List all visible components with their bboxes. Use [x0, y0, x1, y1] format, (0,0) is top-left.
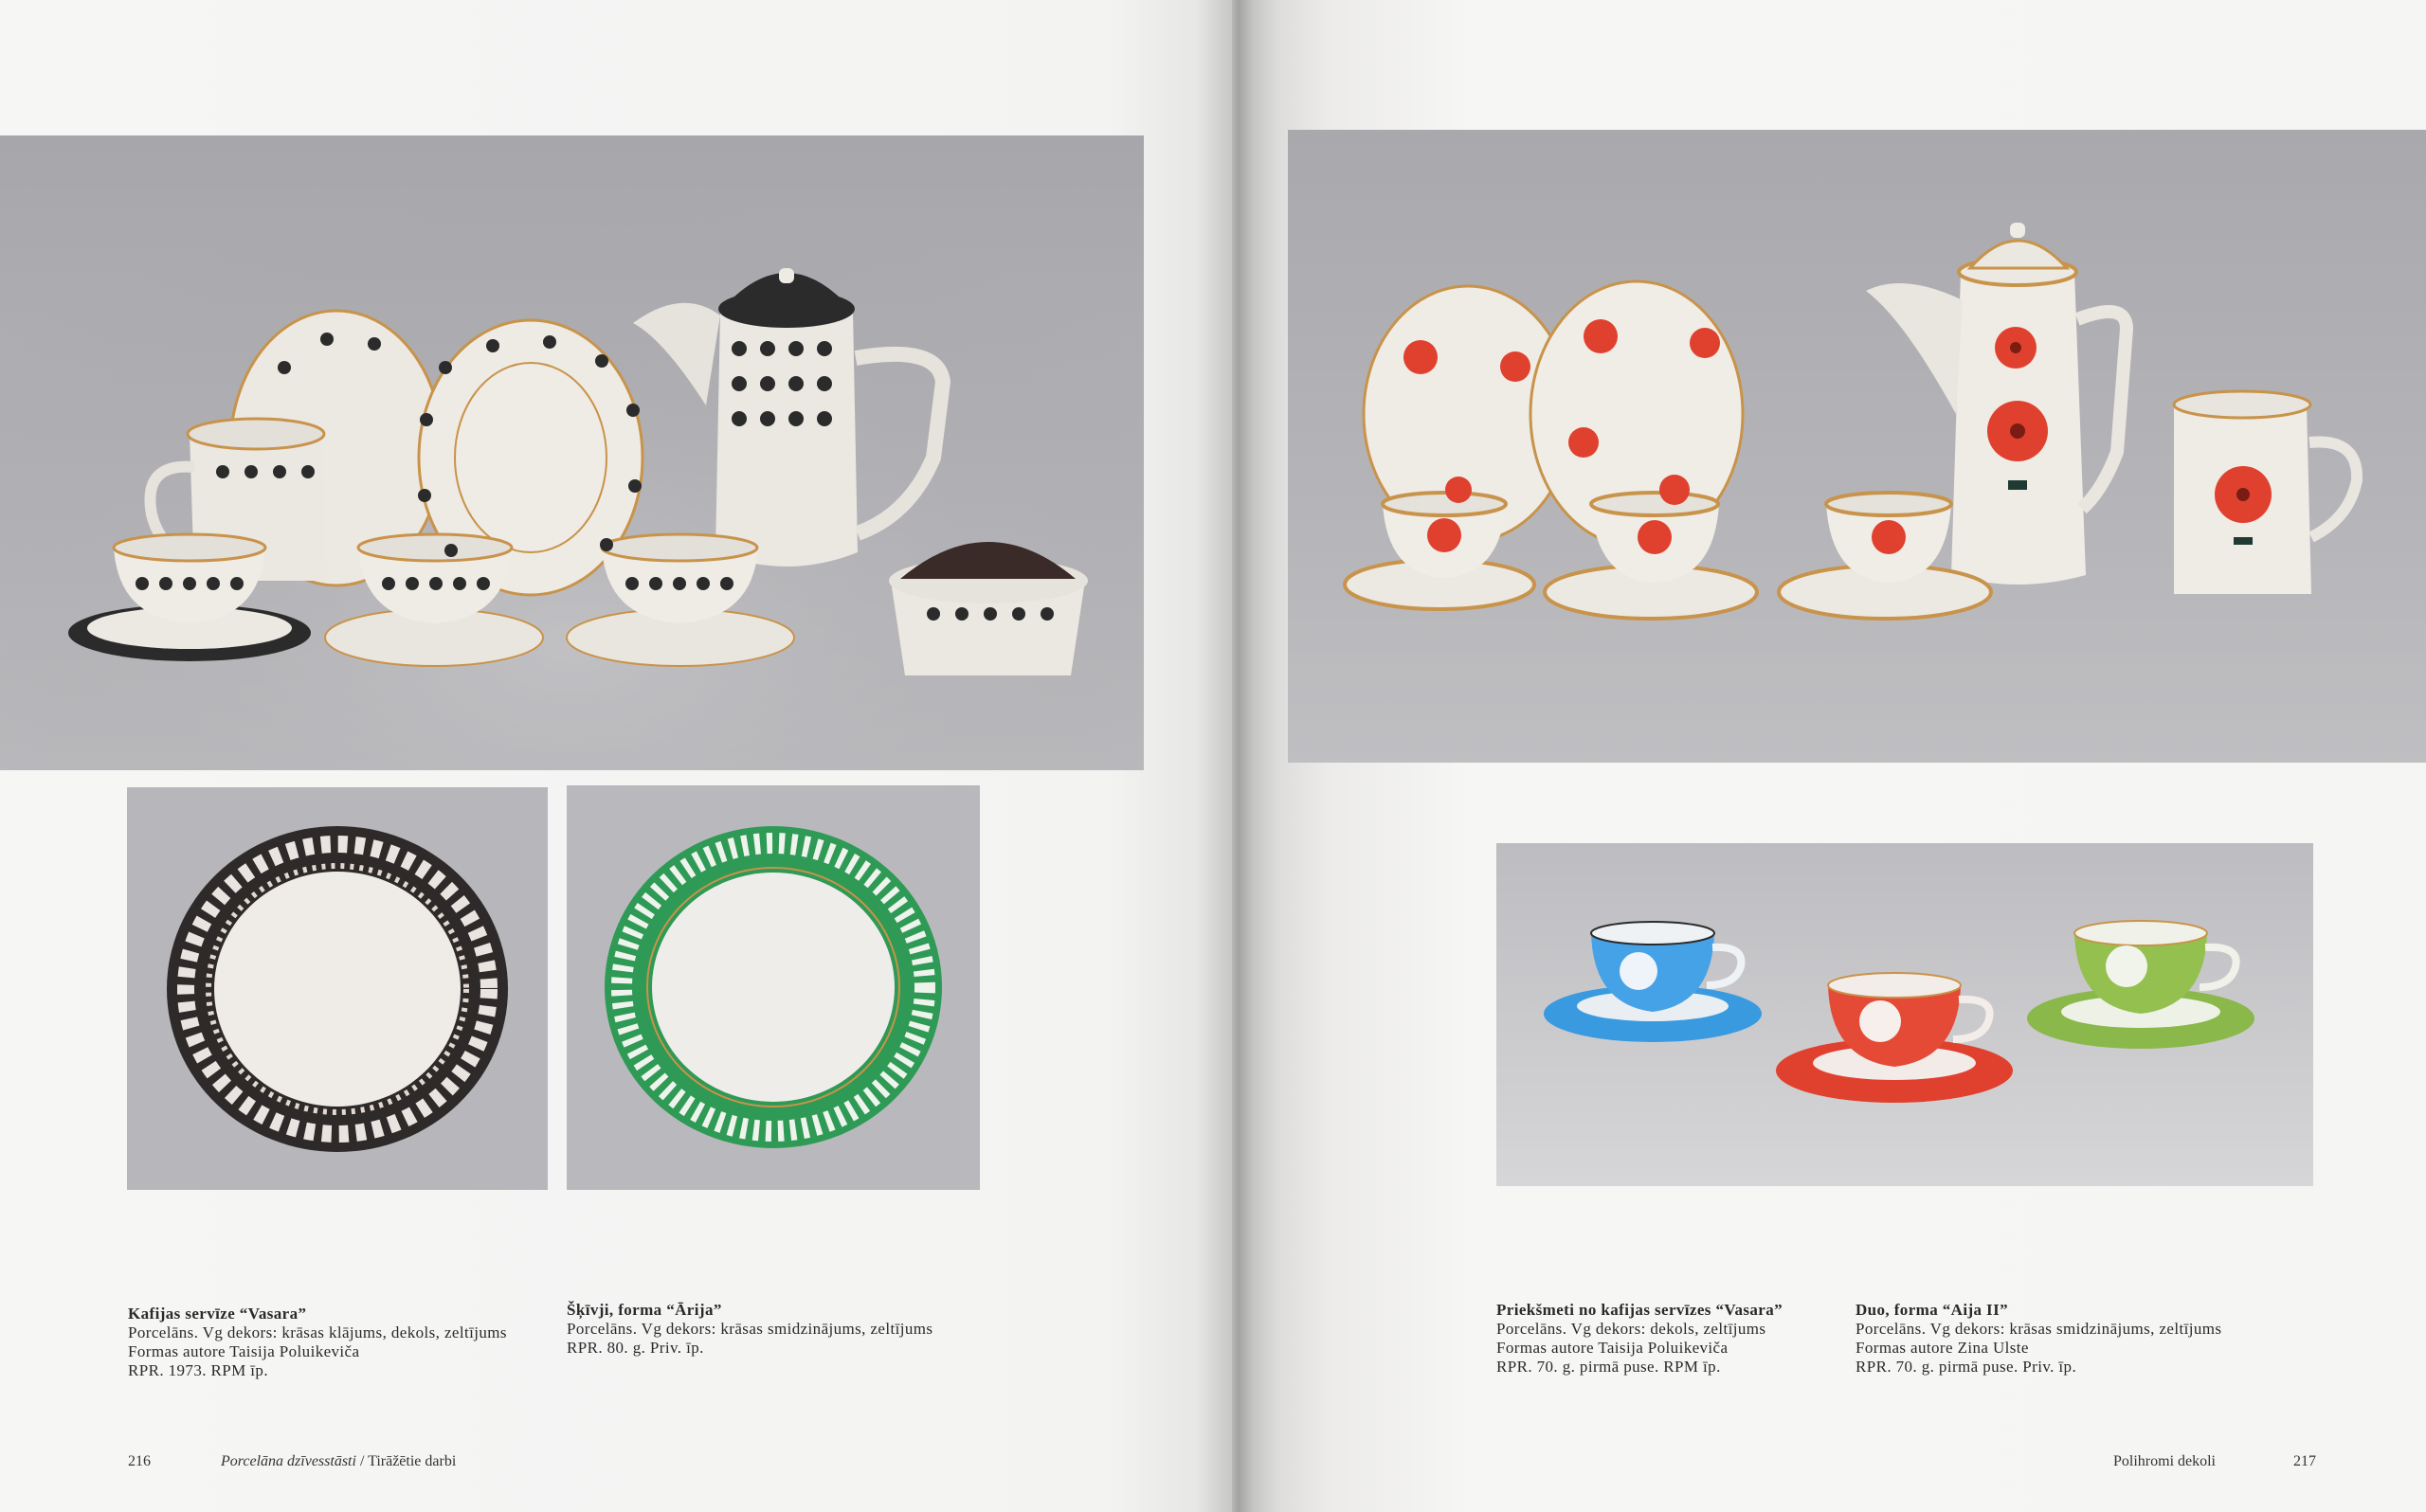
- photo-cups-aija: [1496, 843, 2313, 1186]
- caption-title: Priekšmeti no kafijas servīzes “Vasara”: [1496, 1301, 1783, 1319]
- photo-coffee-set-black-decor: [0, 135, 1144, 770]
- right-page-number: 217: [2293, 1453, 2316, 1469]
- caption-line: Porcelāns. Vg dekors: krāsas smidzinājums, zeltījums: [1856, 1320, 2222, 1338]
- book-gutter-shadow: [1196, 0, 1277, 1512]
- photo-plate-green-rim: [567, 785, 980, 1190]
- photo-plate-black-lace: [127, 787, 548, 1190]
- caption-line: RPR. 70. g. pirmā puse. RPM īp.: [1496, 1358, 1721, 1376]
- photo-coffee-set-red-floral: [1288, 130, 2426, 763]
- book-title: Porcelāna dzīvesstāsti: [221, 1453, 356, 1469]
- right-page: [1232, 0, 2426, 1512]
- caption-line: Porcelāns. Vg dekors: krāsas klājums, dekols, zeltījums: [128, 1323, 507, 1341]
- chapter-title: Polihromi dekoli: [2113, 1453, 2216, 1469]
- caption-line: Porcelāns. Vg dekors: dekols, zeltījums: [1496, 1320, 1766, 1338]
- caption-line: Formas autore Taisija Poluikeviča: [1496, 1339, 1729, 1357]
- caption-title: Kafijas servīze “Vasara”: [128, 1305, 307, 1323]
- caption-title: Duo, forma “Aija II”: [1856, 1301, 2008, 1319]
- running-header-left: [221, 1453, 456, 1470]
- caption-line: Formas autore Zina Ulste: [1856, 1339, 2029, 1357]
- caption-line: RPR. 1973. RPM īp.: [128, 1361, 268, 1379]
- caption-plates-arija: [567, 1301, 993, 1358]
- caption-line: RPR. 80. g. Priv. īp.: [567, 1339, 704, 1357]
- caption-duo-aija: [1856, 1301, 2291, 1377]
- separator: /: [355, 1453, 369, 1469]
- left-page-number: 216: [128, 1453, 151, 1469]
- caption-coffee-set-vasara: [128, 1305, 554, 1380]
- caption-items-vasara: [1496, 1301, 1838, 1377]
- caption-title: Šķīvji, forma “Ārija”: [567, 1301, 722, 1319]
- caption-line: RPR. 70. g. pirmā puse. Priv. īp.: [1856, 1358, 2077, 1376]
- section-title: Tirāžētie darbi: [368, 1453, 457, 1469]
- caption-line: Formas autore Taisija Poluikeviča: [128, 1342, 360, 1360]
- caption-line: Porcelāns. Vg dekors: krāsas smidzinājums, zeltījums: [567, 1320, 933, 1338]
